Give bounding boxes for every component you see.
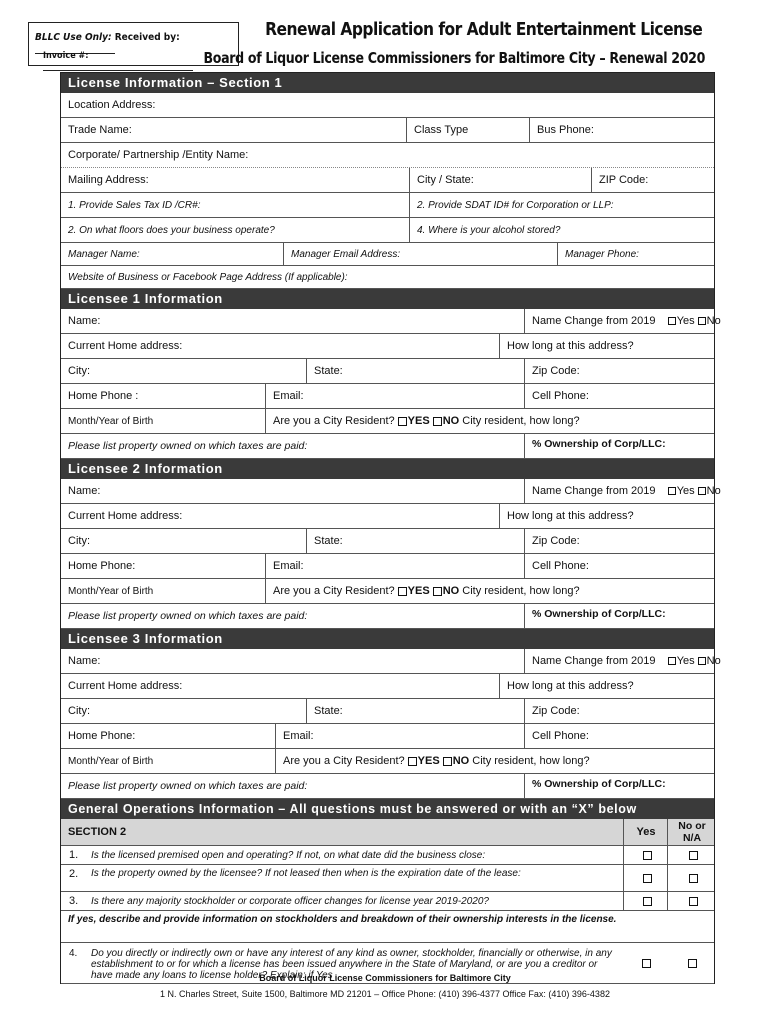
mailing-row <box>61 168 714 193</box>
floors-row <box>61 218 714 243</box>
licensee3-resident <box>275 749 590 773</box>
licensee2-name-change <box>524 479 721 503</box>
licensee2-phone-row <box>61 554 714 579</box>
footer-address: 1 N. Charles Street, Suite 1500, Baltimore MD 21201 – Office Phone: (410) 396-4377 Office Fax: (410) 396-4382 <box>160 989 610 999</box>
licensee1-email-label[interactable]: Email: <box>265 384 304 408</box>
floors-label[interactable]: 2. On what floors does your business operate? <box>68 224 275 236</box>
trade-name-label[interactable]: Trade Name: <box>68 124 132 136</box>
licensee3-address-label[interactable]: Current Home address: <box>68 680 183 692</box>
section2-header-row <box>61 819 714 846</box>
licensee1-how-long-label[interactable]: How long at this address? <box>499 334 634 358</box>
general-header: General Operations Information – All questions must be answered or with an “X” below <box>61 799 714 819</box>
licensee2-resident <box>265 579 580 603</box>
manager-phone-label[interactable]: Manager Phone: <box>557 243 639 265</box>
question-text: Do you directly or indirectly own or have any interest of any kind as owner, stockholder, financially or otherwise, in any establishment to or for which a license has been issued anywhere in the State of Maryland, or are you a creditor or have made any loans to license holder? Explain: if Yes <box>91 948 612 981</box>
licensee1-resident <box>265 409 580 433</box>
licensee3-property-label[interactable]: Please list property owned on which taxes are paid: <box>68 780 308 792</box>
question-text: Is there any majority stockholder or corporate officer changes for license year 2019-2020? <box>91 895 489 907</box>
section1-header: License Information – Section 1 <box>61 73 714 93</box>
class-type-label[interactable]: Class Type <box>406 118 468 142</box>
licensee3-city-label[interactable]: City: <box>68 705 90 717</box>
licensee3-name-change-no-checkbox[interactable] <box>698 657 706 665</box>
licensee3-cell-label[interactable]: Cell Phone: <box>524 724 589 748</box>
yes-column-header: Yes <box>623 819 668 845</box>
name-change-label: Name Change from 2019 <box>532 655 656 667</box>
describe-row[interactable] <box>61 911 714 943</box>
licensee2-city-row <box>61 529 714 554</box>
q1-yes-checkbox[interactable] <box>643 851 652 860</box>
licensee1-birth-row <box>61 409 714 434</box>
licensee1-property-label[interactable]: Please list property owned on which taxes are paid: <box>68 440 308 452</box>
licensee3-resident-yes-checkbox[interactable] <box>408 757 417 766</box>
no-caps-label: NO <box>452 755 470 767</box>
licensee3-phone-row <box>61 724 714 749</box>
website-label: Website of Business or Facebook Page Address (If applicable): <box>68 271 348 283</box>
licensee2-property-label[interactable]: Please list property owned on which taxes are paid: <box>68 610 308 622</box>
licensee1-phone-row <box>61 384 714 409</box>
licensee3-header: Licensee 3 Information <box>61 629 714 649</box>
licensee1-header: Licensee 1 Information <box>61 289 714 309</box>
resident-how-long-label: City resident, how long? <box>462 415 580 427</box>
q1-no-checkbox[interactable] <box>689 851 698 860</box>
licensee3-name-row <box>61 649 721 674</box>
licensee1-name-change <box>524 309 721 333</box>
licensee2-address-row <box>61 504 714 529</box>
licensee3-home-phone-label[interactable]: Home Phone: <box>68 730 136 742</box>
question-text: Is the property owned by the licensee? If not leased then when is the expiration date of the lease: <box>91 868 521 879</box>
licensee3-property-row <box>61 774 714 799</box>
page-title: Renewal Application for Adult Entertainment License <box>264 19 702 40</box>
licensee3-name-change-yes-checkbox[interactable] <box>668 657 676 665</box>
licensee3-birth-label[interactable]: Month/Year of Birth <box>68 755 154 767</box>
mailing-label[interactable]: Mailing Address: <box>68 174 149 186</box>
sales-tax-label[interactable]: 1. Provide Sales Tax ID /CR#: <box>68 199 201 211</box>
resident-how-long-label: City resident, how long? <box>472 755 590 767</box>
licensee2-birth-row <box>61 579 714 604</box>
licensee3-zip-label[interactable]: Zip Code: <box>524 699 580 723</box>
licensee2-header: Licensee 2 Information <box>61 459 714 479</box>
yes-label: Yes <box>676 315 695 327</box>
licensee2-ownership-label[interactable]: % Ownership of Corp/LLC: <box>524 604 666 628</box>
licensee1-home-phone-label[interactable]: Home Phone : <box>68 390 139 402</box>
licensee1-state-label[interactable]: State: <box>306 359 343 383</box>
no-caps-label: NO <box>442 585 460 597</box>
page-subtitle: Board of Liquor License Commissioners for Baltimore City – Renewal 2020 <box>203 49 705 67</box>
trade-row <box>61 118 714 143</box>
manager-row <box>61 243 714 266</box>
licensee3-resident-no-checkbox[interactable] <box>443 757 452 766</box>
invoice-label: Invoice #: <box>43 51 89 61</box>
no-label: No <box>706 485 721 497</box>
resident-how-long-label: City resident, how long? <box>462 585 580 597</box>
section2-label: SECTION 2 <box>68 826 127 838</box>
question-number: 1. <box>69 849 79 861</box>
licensee1-zip-label[interactable]: Zip Code: <box>524 359 580 383</box>
licensee2-email-label[interactable]: Email: <box>265 554 304 578</box>
resident-question: Are you a City Resident? <box>273 585 395 597</box>
licensee1-name-row <box>61 309 721 334</box>
question-number: 4. <box>69 948 78 959</box>
q4-no-checkbox[interactable] <box>688 959 697 968</box>
licensee2-name-change-yes-checkbox[interactable] <box>668 487 676 495</box>
q4-yes-checkbox[interactable] <box>642 959 651 968</box>
licensee2-how-long-label[interactable]: How long at this address? <box>499 504 634 528</box>
licensee1-address-row <box>61 334 714 359</box>
manager-name-label[interactable]: Manager Name: <box>68 248 140 260</box>
corporate-label: Corporate/ Partnership /Entity Name: <box>68 149 249 161</box>
question-number: 3. <box>69 895 79 907</box>
licensee2-name-label[interactable]: Name: <box>68 485 101 497</box>
licensee3-ownership-label[interactable]: % Ownership of Corp/LLC: <box>524 774 666 798</box>
location-row[interactable] <box>61 93 714 118</box>
licensee1-name-label[interactable]: Name: <box>68 315 101 327</box>
licensee1-birth-label[interactable]: Month/Year of Birth <box>68 415 154 427</box>
question-row <box>61 892 714 911</box>
licensee2-home-phone-label[interactable]: Home Phone: <box>68 560 136 572</box>
licensee2-property-row <box>61 604 714 629</box>
licensee1-property-row <box>61 434 714 459</box>
q2-yes-checkbox[interactable] <box>643 874 652 883</box>
licensee3-state-label[interactable]: State: <box>306 699 343 723</box>
office-use-label: BLLC Use Only: <box>35 32 112 43</box>
licensee2-city-label[interactable]: City: <box>68 535 90 547</box>
no-label: No <box>706 655 721 667</box>
question-number: 2. <box>69 868 79 880</box>
licensee1-city-row <box>61 359 714 384</box>
name-change-label: Name Change from 2019 <box>532 485 656 497</box>
licensee2-zip-label[interactable]: Zip Code: <box>524 529 580 553</box>
invoice-line[interactable] <box>43 61 193 71</box>
yes-label: Yes <box>676 485 695 497</box>
q3-yes-checkbox[interactable] <box>643 897 652 906</box>
licensee2-resident-yes-checkbox[interactable] <box>398 587 407 596</box>
no-label: No <box>706 315 721 327</box>
no-caps-label: NO <box>442 415 460 427</box>
licensee3-name-label[interactable]: Name: <box>68 655 101 667</box>
resident-question: Are you a City Resident? <box>273 415 395 427</box>
licensee1-resident-no-checkbox[interactable] <box>433 417 442 426</box>
licensee1-cell-label[interactable]: Cell Phone: <box>524 384 589 408</box>
licensee2-name-row <box>61 479 721 504</box>
q2-no-checkbox[interactable] <box>689 874 698 883</box>
yes-caps-label: YES <box>407 585 430 597</box>
footer-org: Board of Liquor License Commissioners for Baltimore City <box>259 973 511 983</box>
location-label: Location Address: <box>68 99 156 111</box>
tax-row <box>61 193 714 218</box>
licensee2-cell-label[interactable]: Cell Phone: <box>524 554 589 578</box>
question-row <box>61 846 714 865</box>
zip-code-label[interactable]: ZIP Code: <box>591 168 648 192</box>
licensee2-birth-label[interactable]: Month/Year of Birth <box>68 585 154 597</box>
alcohol-storage-label[interactable]: 4. Where is your alcohol stored? <box>409 218 560 242</box>
received-by-label: Received by: <box>114 32 180 43</box>
licensee1-city-label[interactable]: City: <box>68 365 90 377</box>
licensee1-name-change-yes-checkbox[interactable] <box>668 317 676 325</box>
licensee3-name-change <box>524 649 721 673</box>
licensee2-state-label[interactable]: State: <box>306 529 343 553</box>
licensee3-city-row <box>61 699 714 724</box>
yes-caps-label: YES <box>417 755 440 767</box>
corporate-row[interactable] <box>61 143 714 168</box>
licensee1-address-label[interactable]: Current Home address: <box>68 340 183 352</box>
question-text: Is the licensed premised open and operating? If not, on what date did the business close: <box>91 849 486 861</box>
licensee1-ownership-label[interactable]: % Ownership of Corp/LLC: <box>524 434 666 458</box>
name-change-label: Name Change from 2019 <box>532 315 656 327</box>
question-row <box>61 865 714 892</box>
bus-phone-label[interactable]: Bus Phone: <box>529 118 594 142</box>
application-form <box>60 72 721 984</box>
licensee2-resident-no-checkbox[interactable] <box>433 587 442 596</box>
resident-question: Are you a City Resident? <box>283 755 405 767</box>
q3-no-checkbox[interactable] <box>689 897 698 906</box>
licensee2-name-change-no-checkbox[interactable] <box>698 487 706 495</box>
yes-label: Yes <box>676 655 695 667</box>
licensee1-resident-yes-checkbox[interactable] <box>398 417 407 426</box>
website-row[interactable] <box>61 266 714 289</box>
licensee2-address-label[interactable]: Current Home address: <box>68 510 183 522</box>
manager-email-label[interactable]: Manager Email Address: <box>283 243 400 265</box>
licensee3-email-label[interactable]: Email: <box>275 724 314 748</box>
no-na-column-header: No or N/A <box>667 819 716 845</box>
licensee1-name-change-no-checkbox[interactable] <box>698 317 706 325</box>
licensee3-address-row <box>61 674 714 699</box>
licensee3-birth-row <box>61 749 714 774</box>
describe-label: If yes, describe and provide information on stockholders and breakdown of their ownership interests in the license. <box>68 914 617 925</box>
city-state-label[interactable]: City / State: <box>409 168 474 192</box>
yes-caps-label: YES <box>407 415 430 427</box>
licensee3-how-long-label[interactable]: How long at this address? <box>499 674 634 698</box>
sdat-label[interactable]: 2. Provide SDAT ID# for Corporation or LLP: <box>409 193 614 217</box>
